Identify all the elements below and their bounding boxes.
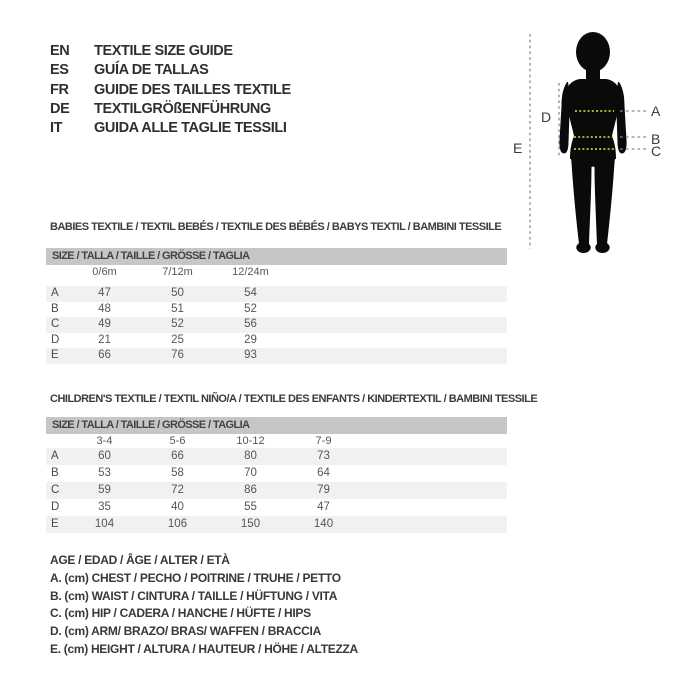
empty-cell <box>50 265 68 280</box>
table-cell: 53 <box>98 467 111 479</box>
table-cell: 48 <box>98 302 111 315</box>
language-label: GUIDA ALLE TAGLIE TESSILI <box>94 120 287 137</box>
table-cell: 72 <box>171 484 184 496</box>
child-silhouette <box>559 32 626 253</box>
empty-cell <box>360 482 507 499</box>
table-row <box>46 465 507 482</box>
table-cell: 104 <box>94 518 115 530</box>
table-cell: 76 <box>171 349 184 361</box>
table-cell: 66 <box>98 349 111 361</box>
table-cell: 86 <box>244 484 257 496</box>
table-cell: 70 <box>244 467 257 479</box>
measure-label-b: B <box>651 131 661 147</box>
row-label: D <box>51 501 60 513</box>
table-row <box>46 317 507 333</box>
table-cell: 52 <box>244 302 257 315</box>
babies-column-headers <box>46 265 507 280</box>
table-cell: 54 <box>244 287 257 299</box>
empty-cell <box>360 302 507 318</box>
children-size-header: SIZE / TALLA / TAILLE / GRÖSSE / TAGLIA <box>46 417 507 434</box>
column-header: 12/24m <box>232 266 269 278</box>
table-cell: 21 <box>98 333 111 346</box>
row-label: E <box>51 349 59 361</box>
language-code: IT <box>50 120 63 137</box>
legend-arm: D. (cm) ARM/ BRAZO/ BRAS/ WAFFEN / BRACCIA <box>50 624 321 639</box>
empty-cell <box>287 286 360 302</box>
empty-cell <box>287 265 360 280</box>
empty-cell <box>287 317 360 333</box>
table-cell: 47 <box>98 287 111 299</box>
table-cell: 47 <box>317 501 330 513</box>
row-label: A <box>51 450 59 462</box>
table-cell: 66 <box>171 450 184 462</box>
column-header: 3-4 <box>96 435 113 447</box>
legend-age: AGE / EDAD / ÂGE / ALTER / ETÀ <box>50 553 230 567</box>
table-cell: 140 <box>313 518 334 530</box>
table-cell: 80 <box>244 450 257 462</box>
empty-cell <box>360 434 507 448</box>
table-row <box>46 499 507 516</box>
language-row-it <box>50 119 291 138</box>
empty-cell <box>50 434 68 448</box>
children-column-headers <box>46 434 507 448</box>
table-cell: 60 <box>98 450 111 462</box>
measure-label-a: A <box>651 103 661 119</box>
empty-cell <box>360 333 507 349</box>
measure-label-d: D <box>541 109 552 125</box>
table-cell: 51 <box>171 302 184 315</box>
table-cell: 73 <box>317 450 330 462</box>
legend-hip: C. (cm) HIP / CADERA / HANCHE / HÜFTE / HIPS <box>50 606 311 621</box>
language-code: EN <box>50 43 70 59</box>
empty-cell <box>360 317 507 333</box>
empty-cell <box>360 348 507 364</box>
empty-cell <box>360 499 507 516</box>
column-header: 10-12 <box>236 435 265 447</box>
table-row <box>46 333 507 349</box>
row-label: C <box>51 484 60 496</box>
empty-cell <box>360 465 507 482</box>
babies-section-title: BABIES TEXTILE / TEXTIL BEBÉS / TEXTILE DES BÉBÉS / BABYS TEXTIL / BAMBINI TESSILE <box>50 221 502 233</box>
empty-cell <box>360 286 507 302</box>
language-row-de <box>50 100 291 119</box>
column-header: 0/6m <box>92 266 117 278</box>
table-cell: 106 <box>167 518 188 530</box>
language-title-list <box>50 42 291 138</box>
measure-label-c: C <box>651 143 662 159</box>
row-label: D <box>51 333 60 346</box>
language-label: GUÍA DE TALLAS <box>94 62 209 79</box>
table-cell: 49 <box>98 318 111 330</box>
children-section-title: CHILDREN'S TEXTILE / TEXTIL NIÑO/A / TEXTILE DES ENFANTS / KINDERTEXTIL / BAMBINI TESSILE <box>50 393 538 405</box>
language-code: DE <box>50 100 70 117</box>
column-header: 7/12m <box>162 266 193 278</box>
table-cell: 56 <box>244 318 257 330</box>
table-cell: 25 <box>171 333 184 346</box>
column-header: 7-9 <box>315 435 332 447</box>
table-cell: 58 <box>171 467 184 479</box>
empty-cell <box>360 516 507 533</box>
language-code: ES <box>50 62 69 79</box>
column-header: 5-6 <box>169 435 186 447</box>
row-label: A <box>51 287 59 299</box>
empty-cell <box>360 448 507 465</box>
table-row <box>46 516 507 533</box>
empty-cell <box>287 348 360 364</box>
table-cell: 64 <box>317 467 330 479</box>
language-label: TEXTILGRÖßENFÜHRUNG <box>94 100 271 117</box>
legend-chest: A. (cm) CHEST / PECHO / POITRINE / TRUHE / PETTO <box>50 570 341 585</box>
table-cell: 79 <box>317 484 330 496</box>
child-silhouette-figure <box>505 18 680 263</box>
table-cell: 35 <box>98 501 111 513</box>
language-row-en <box>50 42 291 61</box>
row-label: B <box>51 467 59 479</box>
table-row <box>46 448 507 465</box>
table-cell: 55 <box>244 501 257 513</box>
empty-cell <box>360 265 507 280</box>
legend-height: E. (cm) HEIGHT / ALTURA / HAUTEUR / HÖHE / ALTEZZA <box>50 641 358 656</box>
table-row <box>46 482 507 499</box>
language-label: TEXTILE SIZE GUIDE <box>94 43 233 59</box>
measurement-legend <box>50 552 358 659</box>
babies-size-header: SIZE / TALLA / TAILLE / GRÖSSE / TAGLIA <box>46 248 507 265</box>
row-label: B <box>51 302 59 315</box>
table-row <box>46 286 507 302</box>
table-cell: 50 <box>171 287 184 299</box>
table-row <box>46 348 507 364</box>
table-cell: 150 <box>240 518 261 530</box>
language-row-fr <box>50 81 291 100</box>
table-cell: 52 <box>171 318 184 330</box>
table-cell: 40 <box>171 501 184 513</box>
language-code: FR <box>50 81 69 98</box>
table-cell: 59 <box>98 484 111 496</box>
legend-waist: B. (cm) WAIST / CINTURA / TAILLE / HÜFTUNG / VITA <box>50 588 338 603</box>
language-label: GUIDE DES TAILLES TEXTILE <box>94 81 291 98</box>
empty-cell <box>287 302 360 318</box>
empty-cell <box>287 333 360 349</box>
row-label: E <box>51 518 59 530</box>
measure-label-e: E <box>513 140 523 156</box>
table-cell: 93 <box>244 349 257 361</box>
language-row-es <box>50 61 291 80</box>
row-label: C <box>51 318 60 330</box>
table-cell: 29 <box>244 333 257 346</box>
table-row <box>46 302 507 318</box>
